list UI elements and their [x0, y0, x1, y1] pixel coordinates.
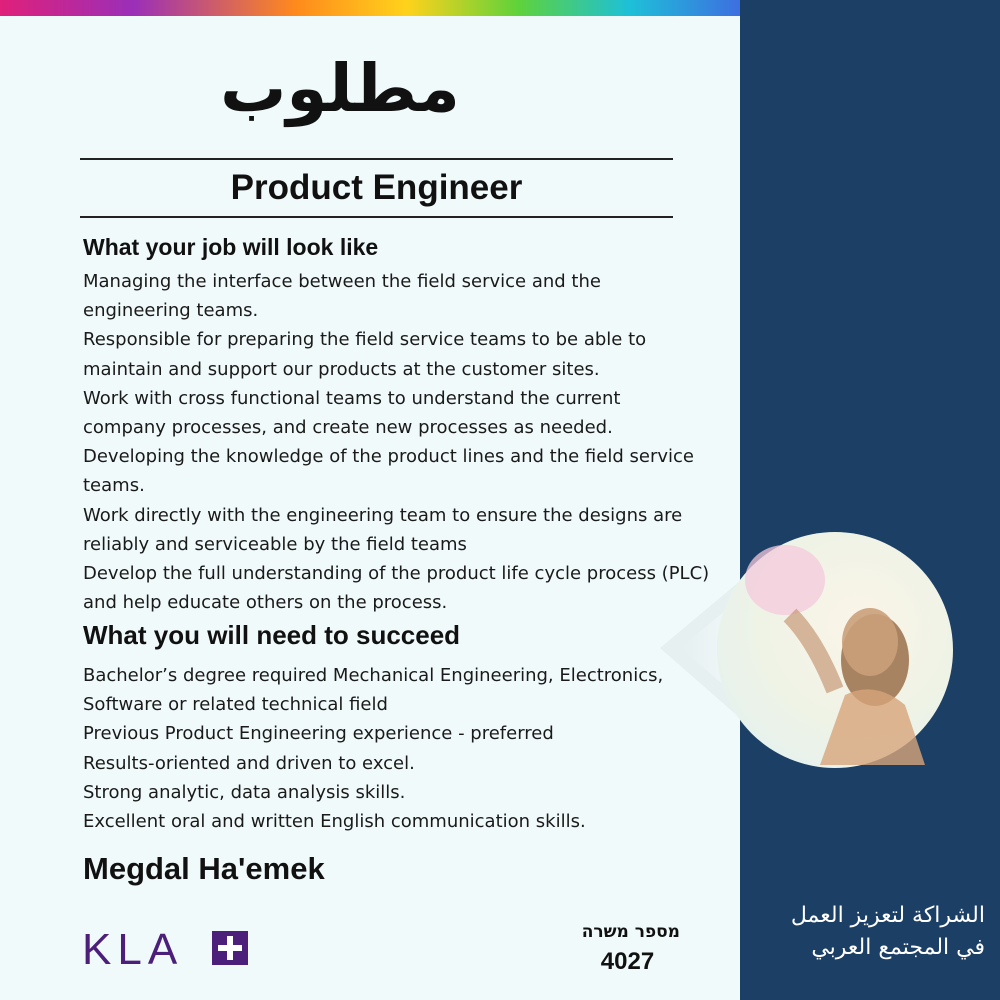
- list-item: Results-oriented and driven to excel.: [83, 752, 415, 774]
- list-item: company processes, and create new processes as needed.: [83, 417, 613, 439]
- list-item: Work with cross functional teams to understand the current: [83, 387, 621, 409]
- section-heading-job: What your job will look like: [83, 234, 379, 260]
- footer-line-1: الشراكة لتعزيز العمل: [790, 903, 985, 928]
- rainbow-top-bar: [0, 0, 740, 16]
- list-item: Responsible for preparing the field service teams to be able to: [83, 329, 647, 351]
- list-item: Work directly with the engineering team to ensure the designs are: [83, 504, 683, 526]
- engineer-photo: [640, 520, 1000, 780]
- list-item: Developing the knowledge of the product lines and the field service: [83, 446, 694, 468]
- list-item: teams.: [83, 475, 145, 497]
- top-divider: [80, 158, 673, 160]
- list-item: and help educate others on the process.: [83, 592, 448, 614]
- bottom-divider: [80, 216, 673, 218]
- logo-text: KLA: [82, 928, 184, 968]
- sidebar-panel: [740, 0, 1000, 1000]
- kla-logo: [82, 928, 252, 968]
- partnership-footer: [745, 900, 985, 964]
- list-item: Excellent oral and written English communication skills.: [83, 811, 586, 833]
- list-item: maintain and support our products at the customer sites.: [83, 358, 600, 380]
- section-heading-succeed: What you will need to succeed: [83, 620, 461, 650]
- list-item: engineering teams.: [83, 300, 259, 322]
- list-item: reliably and serviceable by the field teams: [83, 533, 467, 555]
- job-number: 4027: [600, 948, 655, 975]
- list-item: Develop the full understanding of the product life cycle process (PLC): [83, 563, 710, 585]
- list-item: Previous Product Engineering experience - preferred: [83, 723, 554, 745]
- job-duties-list: [83, 267, 723, 617]
- list-item: Bachelor’s degree required Mechanical Engineering, Electronics,: [83, 665, 664, 686]
- list-item: Software or related technical field: [83, 694, 388, 716]
- job-title: Product Engineer: [230, 168, 523, 207]
- list-item: Managing the interface between the field service and the: [83, 271, 601, 292]
- list-item: Strong analytic, data analysis skills.: [83, 781, 406, 803]
- footer-line-2: في المجتمع العربي: [811, 935, 985, 960]
- arabic-heading: مطلوب: [220, 50, 460, 127]
- job-location: Megdal Ha'emek: [83, 851, 325, 886]
- job-number-label: מספר משרה: [581, 922, 680, 942]
- plus-square-icon: [212, 931, 248, 965]
- requirements-list: [83, 661, 723, 836]
